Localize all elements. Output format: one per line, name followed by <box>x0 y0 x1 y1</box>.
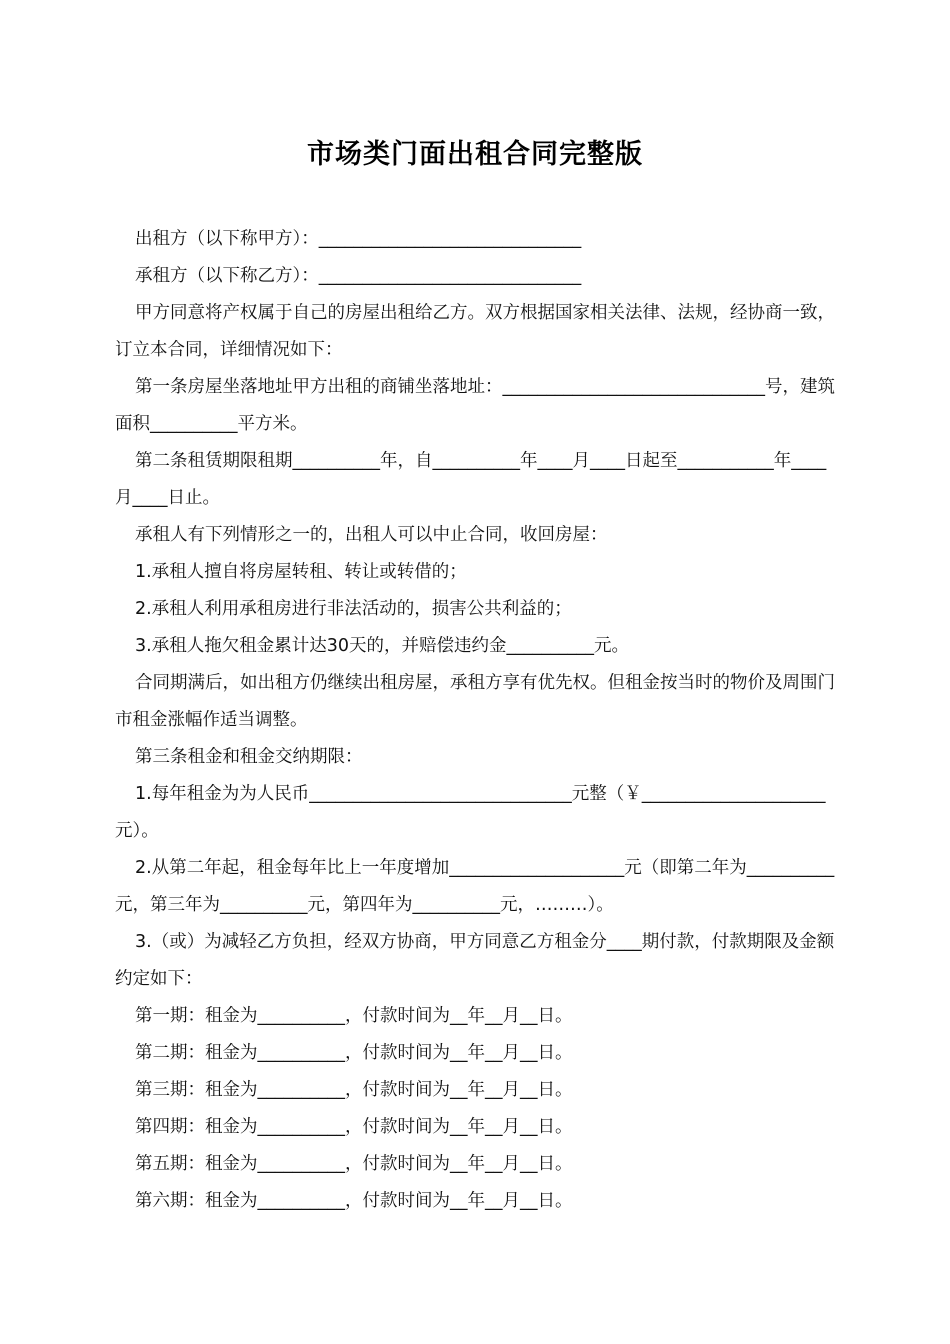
rent-item-2: 2.从第二年起，租金每年比上一年度增加____________________元（即第二年为__________元，第三年为__________元，第四年为__________元，………）。 <box>115 858 835 915</box>
page-title: 市场类门面出租合同完整版 <box>307 139 643 170</box>
article-3-heading: 第三条租金和租金交纳期限： <box>135 747 363 767</box>
article-2-term: 第二条租赁期限租期__________年，自__________年____月____日起至___________年____月____日止。 <box>115 451 827 508</box>
article-1-address: 第一条房屋坐落地址甲方出租的商铺坐落地址：______________________________号，建筑面积__________平方米。 <box>115 377 835 434</box>
termination-conditions: 承租人有下列情形之一的，出租人可以中止合同，收回房屋： <box>135 525 608 545</box>
installment-1: 第一期：租金为__________，付款时间为__年__月__日。 <box>135 1006 573 1026</box>
installment-4: 第四期：租金为__________，付款时间为__年__月__日。 <box>135 1117 573 1137</box>
contract-body <box>115 221 837 1220</box>
installment-5: 第五期：租金为__________，付款时间为__年__月__日。 <box>135 1154 573 1174</box>
condition-item-1: 1.承租人擅自将房屋转租、转让或转借的； <box>135 562 467 582</box>
lessor-line: 出租方（以下称甲方）：______________________________ <box>135 229 582 249</box>
installment-6: 第六期：租金为__________，付款时间为__年__月__日。 <box>135 1191 573 1211</box>
rent-item-3: 3.（或）为减轻乙方负担，经双方协商，甲方同意乙方租金分____期付款，付款期限及金额约定如下： <box>115 932 835 989</box>
condition-item-3: 3.承租人拖欠租金累计达30天的，并赔偿违约金__________元。 <box>135 636 629 656</box>
rent-item-1: 1.每年租金为为人民币______________________________元整（￥_____________________元）。 <box>115 784 826 841</box>
intro-paragraph: 甲方同意将产权属于自己的房屋出租给乙方。双方根据国家相关法律、法规，经协商一致，订立本合同，详细情况如下： <box>115 303 835 360</box>
lessee-line: 承租方（以下称乙方）：______________________________ <box>135 266 582 286</box>
renewal-paragraph: 合同期满后，如出租方仍继续出租房屋，承租方享有优先权。但租金按当时的物价及周围门市租金涨幅作适当调整。 <box>115 673 835 730</box>
condition-item-2: 2.承租人利用承租房进行非法活动的，损害公共利益的； <box>135 599 572 619</box>
installment-2: 第二期：租金为__________，付款时间为__年__月__日。 <box>135 1043 573 1063</box>
installment-3: 第三期：租金为__________，付款时间为__年__月__日。 <box>135 1080 573 1100</box>
